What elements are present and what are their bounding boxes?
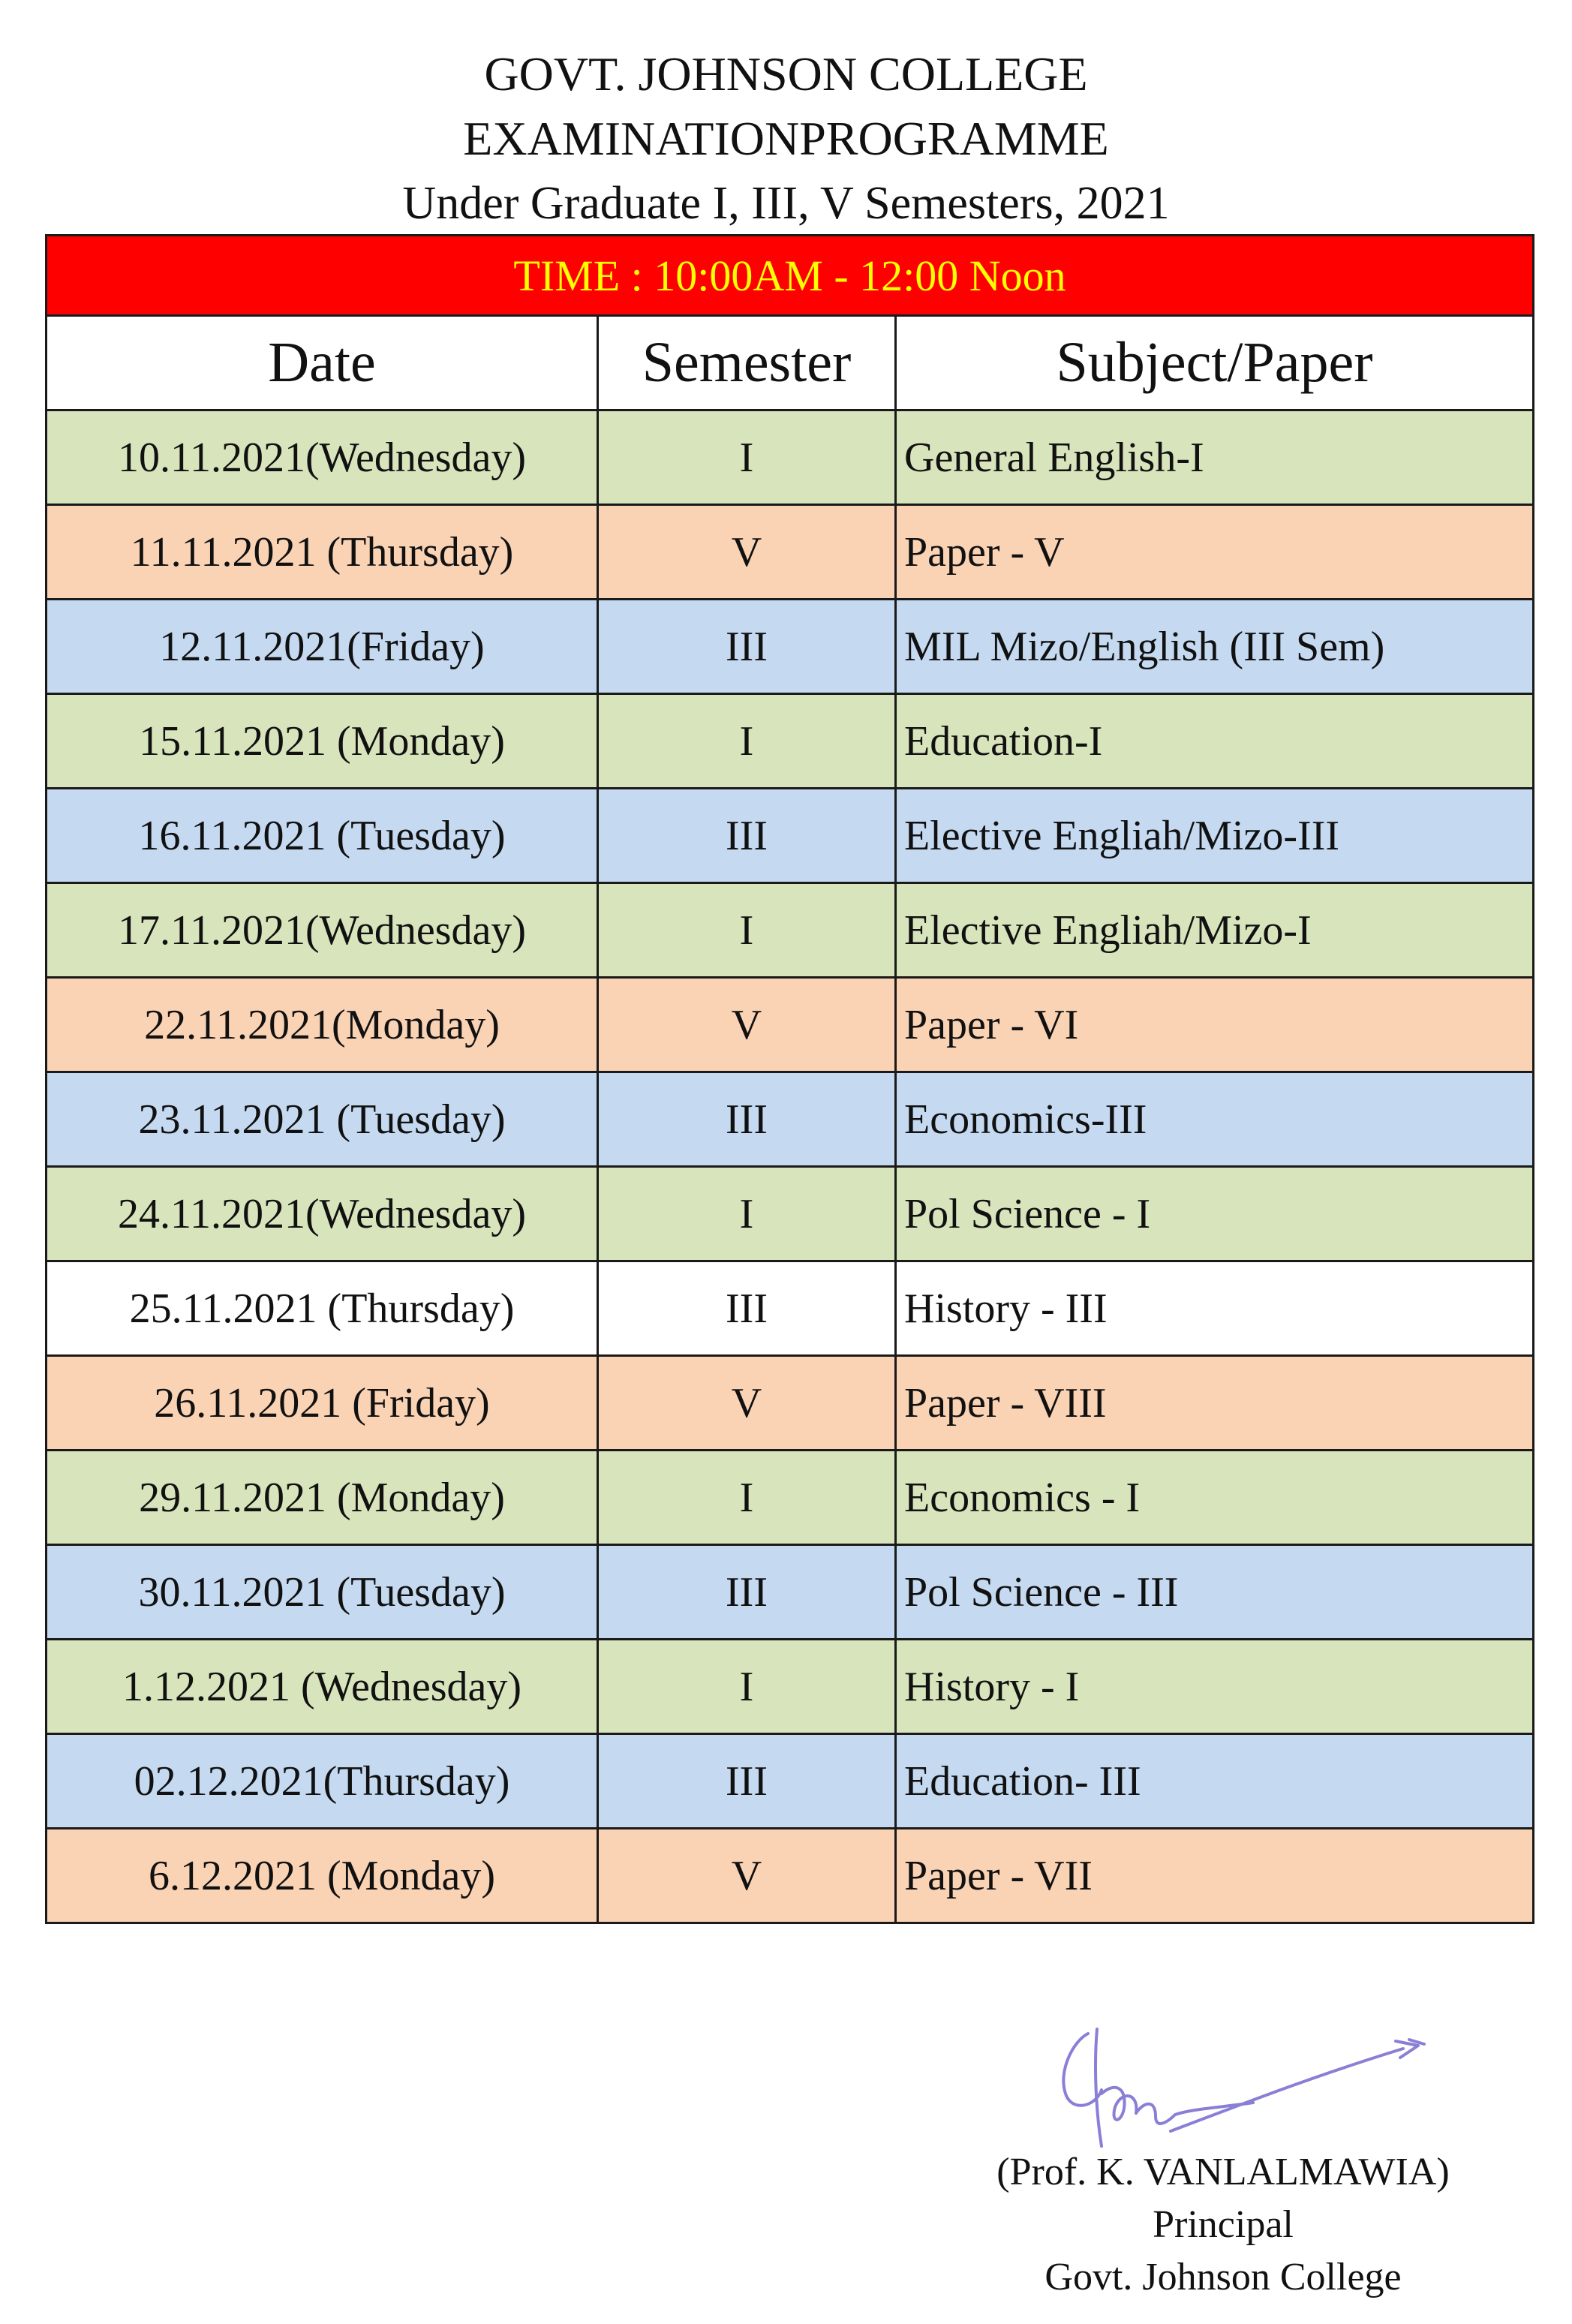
- time-banner: TIME : 10:00AM - 12:00 Noon: [47, 236, 1534, 316]
- table-row: [47, 789, 1534, 883]
- subject-cell: Elective Engliah/Mizo-III: [896, 789, 1534, 883]
- column-header-subject: Subject/Paper: [896, 316, 1534, 410]
- semester-cell: V: [598, 1829, 896, 1923]
- semester-cell: III: [598, 1545, 896, 1640]
- signatory-title: Principal: [1153, 2203, 1294, 2246]
- subject-cell: Education-I: [896, 694, 1534, 789]
- table-header-row: [47, 316, 1534, 410]
- date-cell: 15.11.2021 (Monday): [47, 694, 598, 789]
- date-cell: 29.11.2021 (Monday): [47, 1451, 598, 1545]
- date-cell: 23.11.2021 (Tuesday): [47, 1072, 598, 1167]
- table-row: [47, 883, 1534, 978]
- semester-cell: I: [598, 1640, 896, 1734]
- semester-cell: III: [598, 1072, 896, 1167]
- subject-cell: Paper - V: [896, 505, 1534, 600]
- subject-cell: History - III: [896, 1261, 1534, 1356]
- date-cell: 26.11.2021 (Friday): [47, 1356, 598, 1451]
- date-cell: 17.11.2021(Wednesday): [47, 883, 598, 978]
- semester-cell: III: [598, 1734, 896, 1829]
- subject-cell: Paper - VII: [896, 1829, 1534, 1923]
- programme-title: EXAMINATIONPROGRAMME: [463, 112, 1109, 165]
- subject-cell: Elective Engliah/Mizo-I: [896, 883, 1534, 978]
- date-cell: 24.11.2021(Wednesday): [47, 1167, 598, 1261]
- semester-cell: I: [598, 1167, 896, 1261]
- date-cell: 25.11.2021 (Thursday): [47, 1261, 598, 1356]
- table-row: [47, 505, 1534, 600]
- table-row: [47, 1167, 1534, 1261]
- table-row: [47, 1545, 1534, 1640]
- principal-signature: [1043, 2019, 1433, 2161]
- subject-cell: Pol Science - I: [896, 1167, 1534, 1261]
- document-header: [0, 42, 1572, 236]
- table-row: [47, 1451, 1534, 1545]
- signatory-org: Govt. Johnson College: [1044, 2256, 1402, 2298]
- semester-cell: III: [598, 1261, 896, 1356]
- column-header-semester: Semester: [598, 316, 896, 410]
- subject-cell: Economics - I: [896, 1451, 1534, 1545]
- subject-cell: Economics-III: [896, 1072, 1534, 1167]
- table-row: [47, 410, 1534, 505]
- column-header-date: Date: [47, 316, 598, 410]
- subject-cell: History - I: [896, 1640, 1534, 1734]
- date-cell: 11.11.2021 (Thursday): [47, 505, 598, 600]
- time-banner-row: [47, 236, 1534, 316]
- date-cell: 30.11.2021 (Tuesday): [47, 1545, 598, 1640]
- subject-cell: Paper - VI: [896, 978, 1534, 1072]
- table-row: [47, 1072, 1534, 1167]
- date-cell: 1.12.2021 (Wednesday): [47, 1640, 598, 1734]
- semester-cell: V: [598, 978, 896, 1072]
- table-row: [47, 694, 1534, 789]
- programme-subtitle: Under Graduate I, III, V Semesters, 2021: [402, 178, 1170, 229]
- table-row: [47, 1356, 1534, 1451]
- semester-cell: V: [598, 1356, 896, 1451]
- date-cell: 22.11.2021(Monday): [47, 978, 598, 1072]
- subject-cell: MIL Mizo/English (III Sem): [896, 600, 1534, 694]
- semester-cell: III: [598, 600, 896, 694]
- table-row: [47, 1829, 1534, 1923]
- table-row: [47, 1261, 1534, 1356]
- subject-cell: General English-I: [896, 410, 1534, 505]
- table-row: [47, 978, 1534, 1072]
- subject-cell: Pol Science - III: [896, 1545, 1534, 1640]
- table-row: [47, 1734, 1534, 1829]
- date-cell: 6.12.2021 (Monday): [47, 1829, 598, 1923]
- date-cell: 16.11.2021 (Tuesday): [47, 789, 598, 883]
- semester-cell: I: [598, 1451, 896, 1545]
- signature-block: [915, 2146, 1531, 2304]
- table-row: [47, 600, 1534, 694]
- subject-cell: Paper - VIII: [896, 1356, 1534, 1451]
- semester-cell: III: [598, 789, 896, 883]
- table-row: [47, 1640, 1534, 1734]
- semester-cell: I: [598, 694, 896, 789]
- date-cell: 02.12.2021(Thursday): [47, 1734, 598, 1829]
- date-cell: 10.11.2021(Wednesday): [47, 410, 598, 505]
- date-cell: 12.11.2021(Friday): [47, 600, 598, 694]
- semester-cell: I: [598, 883, 896, 978]
- subject-cell: Education- III: [896, 1734, 1534, 1829]
- exam-schedule-table: [45, 234, 1534, 1924]
- signatory-name: (Prof. K. VANLALMAWIA): [996, 2151, 1450, 2193]
- semester-cell: V: [598, 505, 896, 600]
- semester-cell: I: [598, 410, 896, 505]
- college-name: GOVT. JOHNSON COLLEGE: [484, 47, 1088, 101]
